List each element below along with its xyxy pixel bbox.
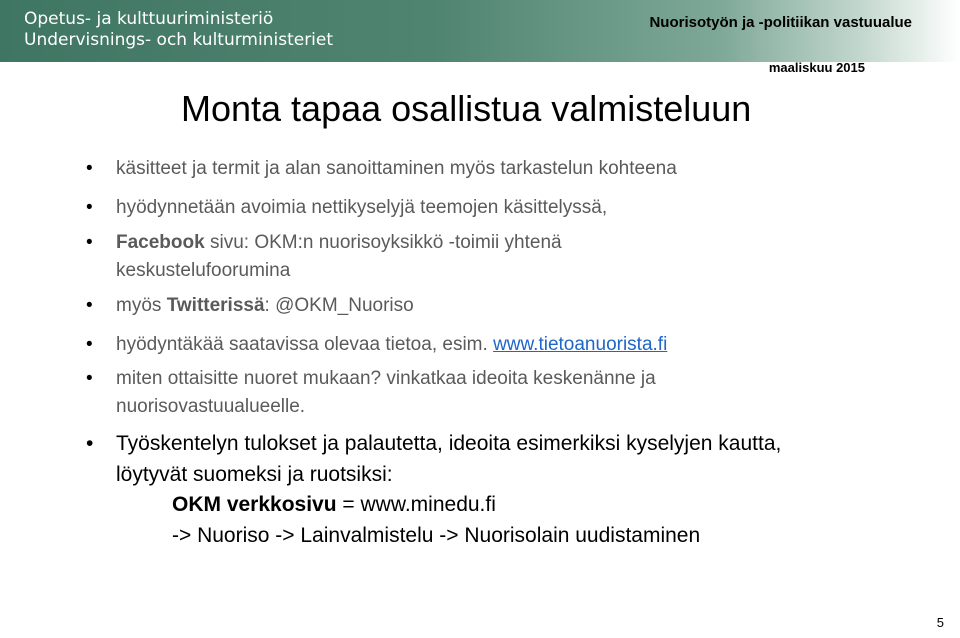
ministry-name-sv: Undervisnings- och kulturministeriet	[24, 30, 334, 50]
sub-line-path: -> Nuoriso -> Lainvalmistelu -> Nuorisolain uudistaminen	[172, 524, 701, 547]
website-address: = www.minedu.fi	[342, 493, 496, 516]
bullet-text-line2: nuorisovastuualueelle.	[116, 396, 306, 417]
bullet-text: myös	[116, 295, 167, 316]
department-label: Nuorisotyön ja -politiikan vastuualue	[649, 14, 912, 31]
bullet-text: sivu: OKM:n nuorisoyksikkö -toimii yhtenä	[204, 232, 562, 253]
bullet-text: Työskentelyn tulokset ja palautetta, ideoita esimerkiksi kyselyjen kautta,	[116, 432, 782, 455]
bullet-text: hyödyntäkää saatavissa olevaa tietoa, esim.	[116, 334, 494, 355]
ministry-name-fi: Opetus- ja kulttuuriministeriö	[24, 9, 274, 29]
okm-website-label: OKM verkkosivu	[172, 493, 343, 516]
bullet-text: : @OKM_Nuoriso	[264, 295, 414, 316]
bullet-text: miten ottaisitte nuoret mukaan? vinkatkaa ideoita keskenänne ja	[116, 368, 656, 389]
header-banner	[0, 0, 960, 62]
bullet-text: hyödynnetään avoimia nettikyselyjä teemojen käsittelyssä,	[116, 197, 608, 218]
page-number: 5	[936, 615, 944, 630]
twitter-text: Twitterissä	[166, 295, 265, 316]
bullet-text: käsitteet ja termit ja alan sanoittaminen myös tarkastelun kohteena	[116, 158, 677, 179]
slide-title: Monta tapaa osallistua valmisteluun	[181, 88, 752, 129]
bullet-text-line2: keskustelufoorumina	[116, 260, 291, 281]
tietoanuorista-link[interactable]: www.tietoanuorista.fi	[493, 334, 668, 355]
facebook-text: Facebook	[116, 232, 205, 253]
ministry-logo-text	[24, 9, 333, 51]
sub-line-website	[172, 489, 496, 520]
date-label: maaliskuu 2015	[768, 60, 865, 75]
bullet-text-line2: löytyvät suomeksi ja ruotsiksi:	[116, 463, 393, 486]
